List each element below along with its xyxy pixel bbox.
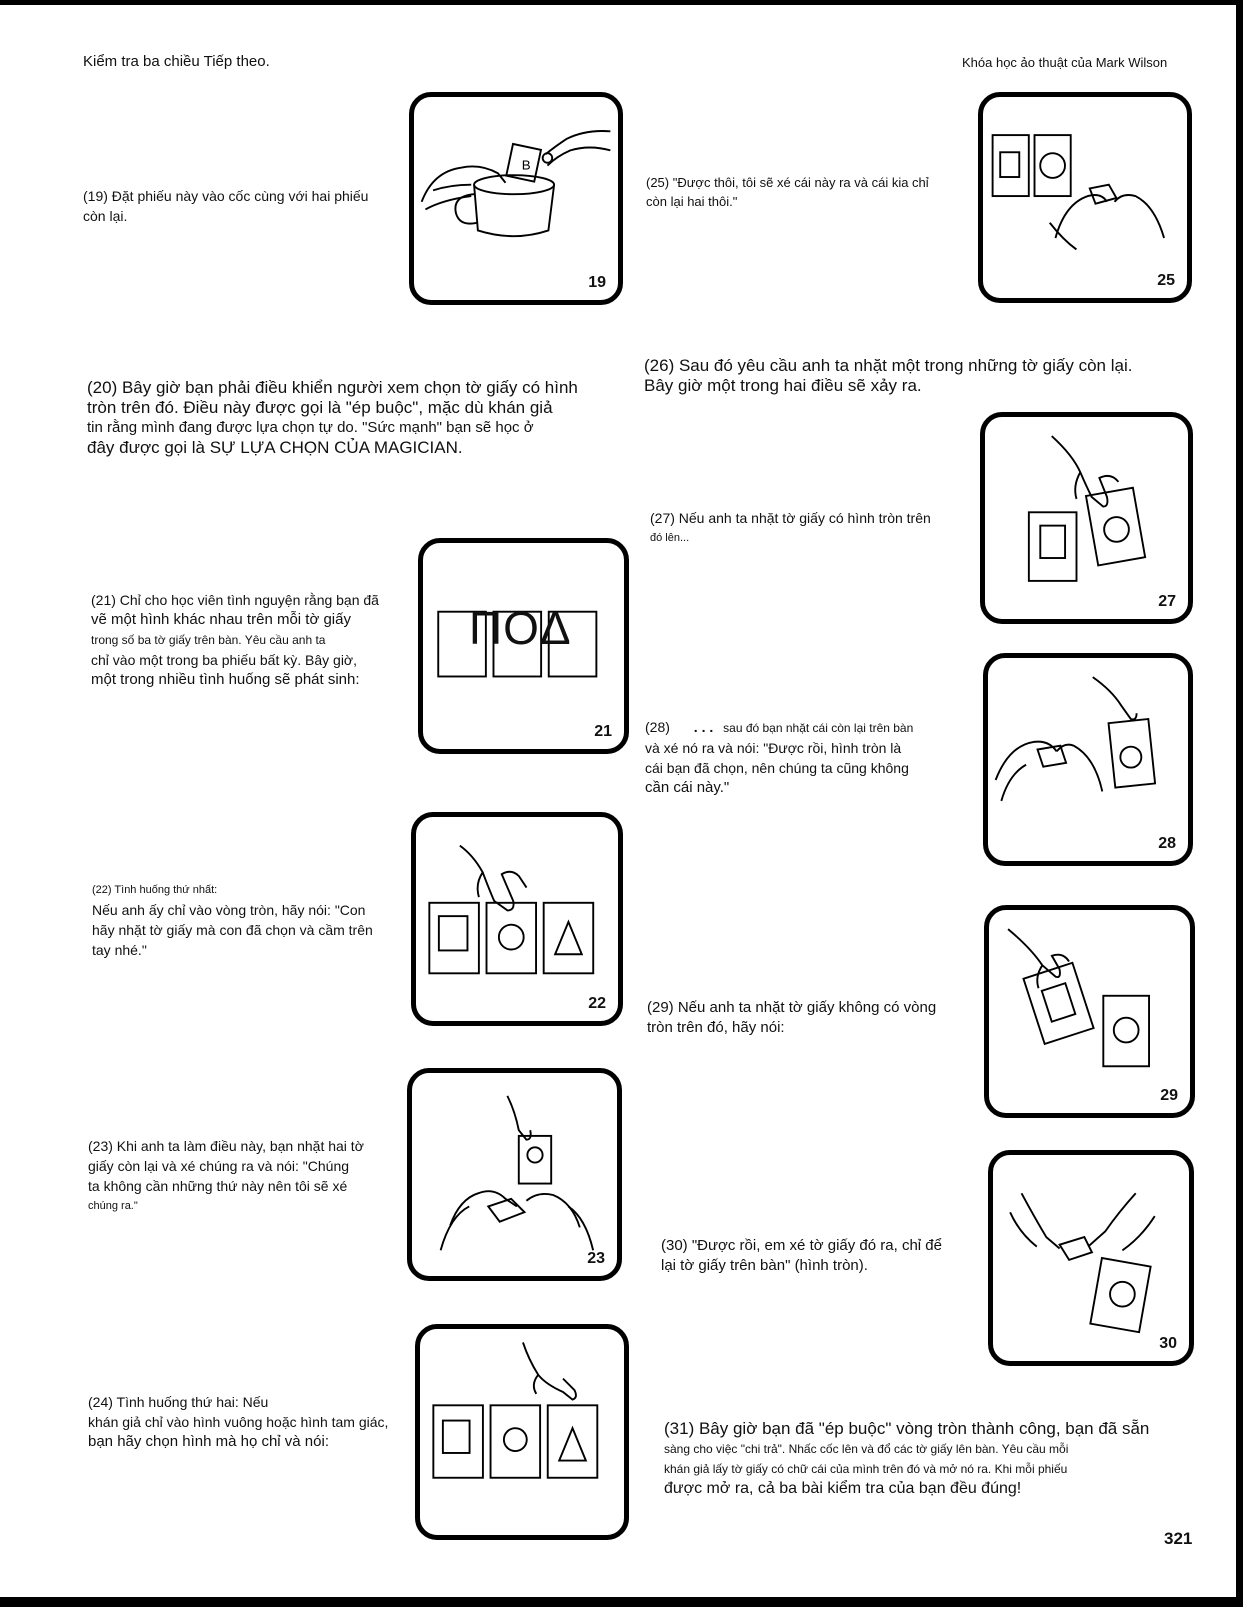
step-27-line: đó lên...: [650, 532, 690, 544]
step-30-text: [661, 1236, 942, 1276]
point-circle-illustration: [416, 817, 618, 1021]
illustration-panel-23: [407, 1068, 622, 1281]
step-26-line: (26) Sau đó yêu cầu anh ta nhặt một trong những tờ giấy còn lại.: [644, 356, 1133, 375]
step-30-line: lại tờ giấy trên bàn" (hình tròn).: [661, 1257, 868, 1274]
pick-other-illustration: [989, 910, 1190, 1113]
step-23-text: [88, 1136, 364, 1216]
step-25-line: (25) "Được thôi, tôi sẽ xé cái này ra và cái kia chỉ: [646, 175, 929, 190]
step-30-line: (30) "Được rồi, em xé tờ giấy đó ra, chỉ để: [661, 1237, 942, 1254]
tear-remaining-illustration: [988, 658, 1188, 861]
panel-number: 29: [1160, 1087, 1178, 1104]
step-20-text: [87, 378, 578, 458]
step-22-line: tay nhé.": [92, 942, 147, 958]
illustration-panel-27: [980, 412, 1193, 624]
panel-number: 28: [1158, 835, 1176, 852]
step-28-line: sau đó bạn nhặt cái còn lại trên bàn: [723, 721, 914, 735]
illustration-panel-19: [409, 92, 623, 305]
step-22-line: (22) Tình huống thứ nhất:: [92, 884, 218, 896]
step-22-line: Nếu anh ấy chỉ vào vòng tròn, hãy nói: "Con: [92, 902, 366, 918]
step-28-text: [645, 717, 913, 798]
panel-number: 19: [588, 274, 606, 291]
slip-letter: B: [521, 157, 531, 173]
step-29-text: [647, 998, 936, 1038]
pick-circle-illustration: [985, 417, 1188, 619]
step-22-text: [92, 880, 373, 960]
illustration-panel-22: [411, 812, 623, 1026]
step-21-line: (21) Chỉ cho học viên tình nguyện rằng bạn đã: [91, 592, 379, 608]
step-19-line: (19) Đặt phiếu này vào cốc cùng với hai phiếu: [83, 188, 369, 204]
point-triangle-illustration: [420, 1329, 624, 1535]
right-border: [1236, 0, 1243, 1607]
step-21-line: chỉ vào một trong ba phiếu bất kỳ. Bây giờ,: [91, 652, 357, 668]
step-21-line: vẽ một hình khác nhau trên mỗi tờ giấy: [91, 611, 351, 628]
step-28-dots: . . .: [693, 719, 714, 735]
step-28-line: và xé nó ra và nói: "Được rồi, hình tròn là: [645, 740, 902, 756]
step-31-line: khán giả lấy tờ giấy có chữ cái của mình trên đó và mở nó ra. Khi mỗi phiếu: [664, 1462, 1068, 1476]
step-24-text: [88, 1392, 388, 1452]
panel-number: 25: [1157, 272, 1175, 289]
step-21-text: [91, 590, 379, 690]
step-27-line: (27) Nếu anh ta nhặt tờ giấy có hình tròn trên: [650, 510, 931, 526]
step-26-text: [644, 356, 1132, 396]
top-border: [0, 0, 1243, 5]
step-21-line: một trong nhiều tình huống sẽ phát sinh:: [91, 671, 360, 688]
step-23-line: chúng ra.": [88, 1200, 138, 1212]
step-28-first-line: [645, 717, 913, 738]
step-24-line: (24) Tình huống thứ hai: Nếu: [88, 1394, 269, 1410]
step-20-line: tròn trên đó. Điều này được gọi là "ép buộc", mặc dù khán giả: [87, 398, 553, 417]
illustration-panel-30: [988, 1150, 1194, 1366]
panel-number: 21: [594, 723, 612, 740]
step-24-line: khán giả chỉ vào hình vuông hoặc hình tam giác,: [88, 1414, 389, 1430]
step-23-line: giấy còn lại và xé chúng ra và nói: "Chúng: [88, 1158, 350, 1174]
step-27-text: [650, 508, 931, 548]
step-25-line: còn lại hai thôi.": [646, 194, 738, 209]
panel-number: 30: [1159, 1335, 1177, 1352]
step-25-text: [646, 173, 929, 211]
step-19-text: [83, 186, 368, 226]
step-20-line: đây được gọi là SỰ LỰA CHỌN CỦA MAGICIAN.: [87, 438, 463, 457]
step-21-line: trong số ba tờ giấy trên bàn. Yêu cầu anh ta: [91, 633, 326, 647]
step-26-line: Bây giờ một trong hai điều sẽ xảy ra.: [644, 376, 922, 395]
step-28-line: cần cái này.": [645, 779, 730, 796]
bottom-border: [0, 1597, 1243, 1607]
step-31-line: (31) Bây giờ bạn đã "ép buộc" vòng tròn thành công, bạn đã sẵn: [664, 1419, 1150, 1438]
step-19-line: còn lại.: [83, 208, 128, 224]
shape-letters: ПОΔ: [469, 602, 572, 654]
step-31-line: được mở ra, cả ba bài kiểm tra của bạn đều đúng!: [664, 1480, 1022, 1497]
illustration-panel-21: [418, 538, 629, 754]
tear-one-illustration: [983, 97, 1187, 298]
step-29-line: tròn trên đó, hãy nói:: [647, 1019, 785, 1036]
step-31-text: [664, 1419, 1149, 1499]
step-28-label: (28): [645, 719, 670, 735]
step-23-line: (23) Khi anh ta làm điều này, bạn nhặt hai tờ: [88, 1138, 364, 1154]
tear-pick-illustration: [993, 1155, 1189, 1361]
panel-number: 23: [587, 1250, 605, 1267]
step-23-line: ta không cần những thứ này nên tôi sẽ xé: [88, 1178, 348, 1194]
cup-slip-illustration: [414, 97, 618, 300]
step-28-line: cái bạn đã chọn, nên chúng ta cũng không: [645, 760, 909, 776]
step-29-line: (29) Nếu anh ta nhặt tờ giấy không có vòng: [647, 999, 937, 1016]
step-20-line: (20) Bây giờ bạn phải điều khiển người xem chọn tờ giấy có hình: [87, 378, 578, 397]
step-31-line: sàng cho việc "chi trả". Nhấc cốc lên và đổ các tờ giấy lên bàn. Yêu cầu mỗi: [664, 1442, 1069, 1456]
step-20-line: tin rằng mình đang được lựa chọn tự do. "Sức mạnh" bạn sẽ học ở: [87, 419, 534, 436]
illustration-panel-28: [983, 653, 1193, 866]
illustration-panel-24: [415, 1324, 629, 1540]
illustration-panel-25: [978, 92, 1192, 303]
step-24-line: bạn hãy chọn hình mà họ chỉ và nói:: [88, 1433, 329, 1450]
illustration-panel-29: [984, 905, 1195, 1118]
panel-number: 22: [588, 995, 606, 1012]
step-22-line: hãy nhặt tờ giấy mà con đã chọn và cầm trên: [92, 922, 373, 938]
tear-two-illustration: [412, 1073, 617, 1276]
page-number: 321: [1164, 1529, 1193, 1548]
panel-number: 27: [1158, 593, 1176, 610]
header-title: Kiểm tra ba chiều Tiếp theo.: [83, 53, 270, 70]
header-course: Khóa học ảo thuật của Mark Wilson: [962, 55, 1168, 70]
